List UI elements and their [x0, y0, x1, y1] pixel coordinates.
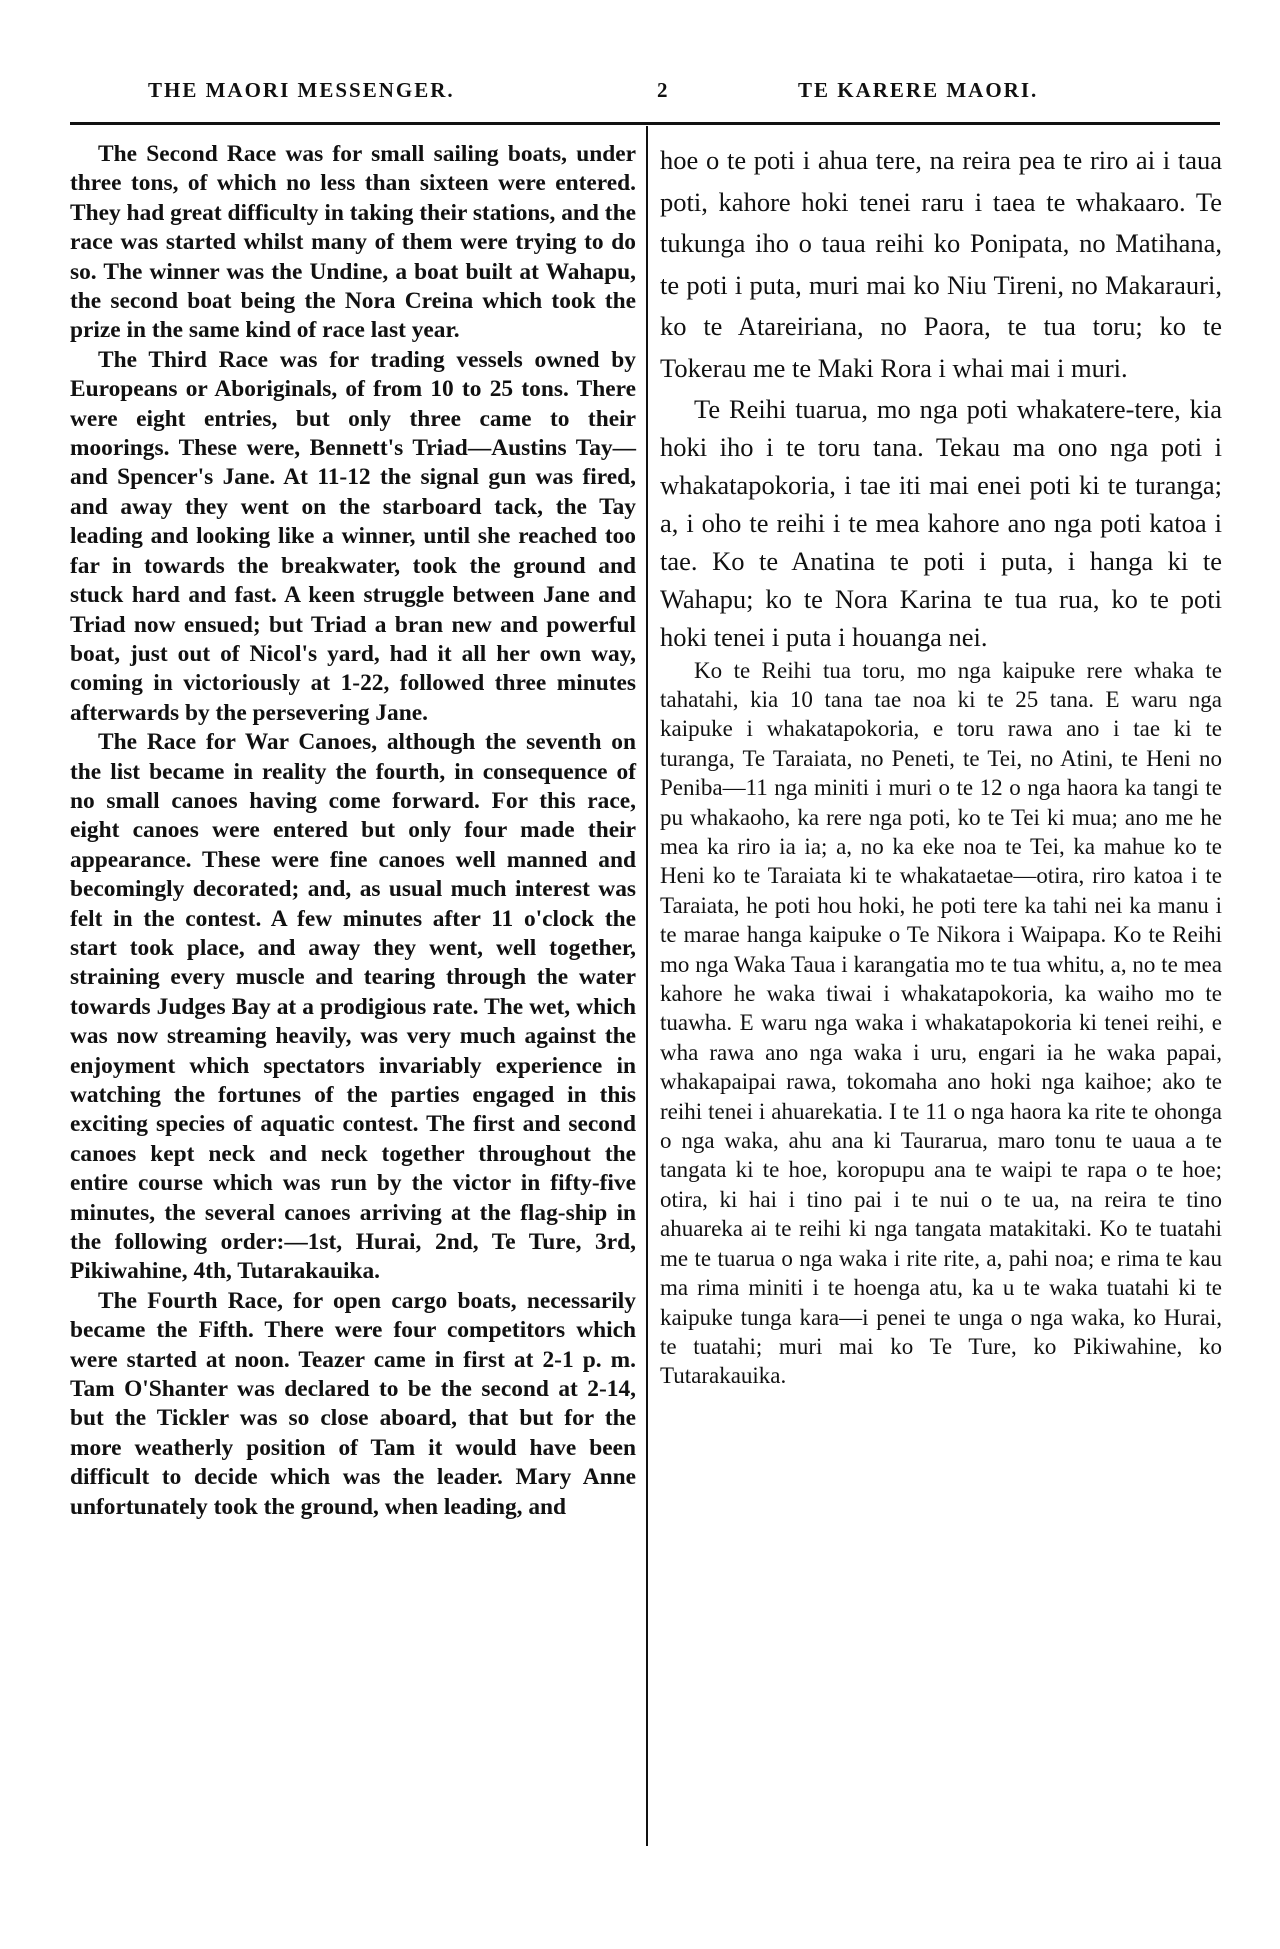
english-paragraph-fourth-race: The Fourth Race, for open cargo boats, necessarily became the Fifth. There were four competitors which were started at noon. Teazer came in first at 2-1 p. m. Tam O'Shanter was declared to be the second at 2-14, but the Tickler was so close aboard, that but for the more weatherly position of Tam it would have been difficult to decide which was the leader. Mary Anne unfortunately took the ground, when leading, and: [70, 1287, 636, 1520]
maori-paragraph-2: Te Reihi tuarua, mo nga poti whakatere-tere, kia hoki iho i te toru tana. Tekau ma ono nga poti i whakatapokoria, i tae iti mai enei poti ki te turanga; a, i oho te reihi i te mea kahore ano nga poti katoa i tae. Ko te Anatina te poti i puta, i hanga ki te Wahapu; ko te Nora Karina te tua rua, ko te poti hoki tenei i puta i houanga nei.: [660, 393, 1222, 652]
english-masthead: THE MAORI MESSENGER.: [148, 78, 455, 102]
page-number: 2: [657, 78, 670, 102]
english-column: [70, 140, 636, 1522]
page-header: [60, 78, 1220, 108]
maori-paragraph-3: Ko te Reihi tua toru, mo nga kaipuke rere whaka te tahatahi, kia 10 tana tae noa ki te 25 tana. E waru nga kaipuke i whakatapokoria, e toru rawa ano i tae ki te turanga, Te Taraiata, no Peneti, te Tei, no Atini, te Heni no Peniba—11 nga miniti i muri o te 12 o nga haora ka tangi te pu whakaoho, ka rere nga poti, ko te Tei ki mua; ano me he mea ka riro ia ia; a, no ka eke noa te Tei, ka mahue ko te Heni ko te Taraiata ki te whakataetae—otira, riro katoa i te Taraiata, he poti hou hoki, he poti tere ka tahi nei ka manu i te marae hanga kaipuke o Te Nikora i Waipapa. Ko te Reihi mo nga Waka Taua i karangatia mo te tua whitu, a, no te mea kahore he waka tiwai i whakatapokoria, ka waiho mo te tuawha. E waru nga waka i whakatapokoria ki tenei reihi, e wha rawa ano nga waka i uru, engari ia he waka papai, whakapaipai rawa, tokomaha ano hoki nga kaihoe; ako te reihi tenei i ahuarekatia. I te 11 o nga haora ka rite te ohonga o nga waka, ahu ana ki Taurarua, maro tonu te uaua a te tangata ki te hoe, koropupu ana te waipi te rapa o te hoe; otira, ki hai i tino pai i te nui o te ua, na reira te tino ahuareka ai te reihi ki nga tangata matakitaki. Ko te tuatahi me te tuarua o nga waka i rite rite, a, pahi noa; e rima te kau ma rima miniti i te hoenga atu, ka u te waka tuatahi ki te kaipuke tunga kara—i penei te unga o nga waka, ko Hurai, te tuatahi; muri mai ko Te Ture, ko Pikiwahine, ko Tutarakauika.: [660, 657, 1222, 1389]
maori-paragraph-1: hoe o te poti i ahua tere, na reira pea te riro ai i taua poti, kahore hoki tenei raru i taea te whakaaro. Te tukunga iho o taua reihi ko Ponipata, no Matihana, te poti i puta, muri mai ko Niu Tireni, no Makarauri, ko te Atareiriana, no Paora, te tua toru; ko te Tokerau me te Maki Rora i whai mai i muri.: [660, 145, 1222, 383]
english-paragraph-war-canoes: The Race for War Canoes, although the seventh on the list became in reality the fourth, in consequence of no small canoes having come forward. For this race, eight canoes were entered but only four made their appearance. These were fine canoes well manned and becomingly decorated; and, as usual much interest was felt in the contest. A few minutes after 11 o'clock the start took place, and away they went, well together, straining every muscle and tearing through the water towards Judges Bay at a prodigious rate. The wet, which was now streaming heavily, was very much against the enjoyment which spectators invariably experience in watching the fortunes of the parties engaged in this exciting species of aquatic contest. The first and second canoes kept neck and neck together throughout the entire course which was run by the victor in fifty-five minutes, the several canoes arriving at the flag-ship in the following order:—1st, Hurai, 2nd, Te Ture, 3rd, Pikiwahine, 4th, Tutarakauika.: [70, 729, 636, 1285]
column-divider: [646, 126, 648, 1846]
maori-column: [660, 140, 1222, 1391]
maori-masthead: TE KARERE MAORI.: [798, 78, 1039, 102]
english-paragraph-third-race: The Third Race was for trading vessels owned by Europeans or Aboriginals, of from 10 to 25 tons. There were eight entries, but only three came to their moorings. These were, Bennett's Triad—Austins Tay—and Spencer's Jane. At 11-12 the signal gun was fired, and away they went on the starboard tack, the Tay leading and looking like a winner, until she reached too far in towards the breakwater, took the ground and stuck hard and fast. A keen struggle between Jane and Triad now ensued; but Triad a bran new and powerful boat, just out of Nicol's yard, had it all her own way, coming in victoriously at 1-22, followed three minutes afterwards by the persevering Jane.: [70, 346, 636, 726]
header-rule: [70, 122, 1220, 125]
english-paragraph-second-race: The Second Race was for small sailing boats, under three tons, of which no less than sixteen were entered. They had great difficulty in taking their stations, and the race was started whilst many of them were trying to do so. The winner was the Undine, a boat built at Wahapu, the second boat being the Nora Creina which took the prize in the same kind of race last year.: [70, 141, 636, 344]
